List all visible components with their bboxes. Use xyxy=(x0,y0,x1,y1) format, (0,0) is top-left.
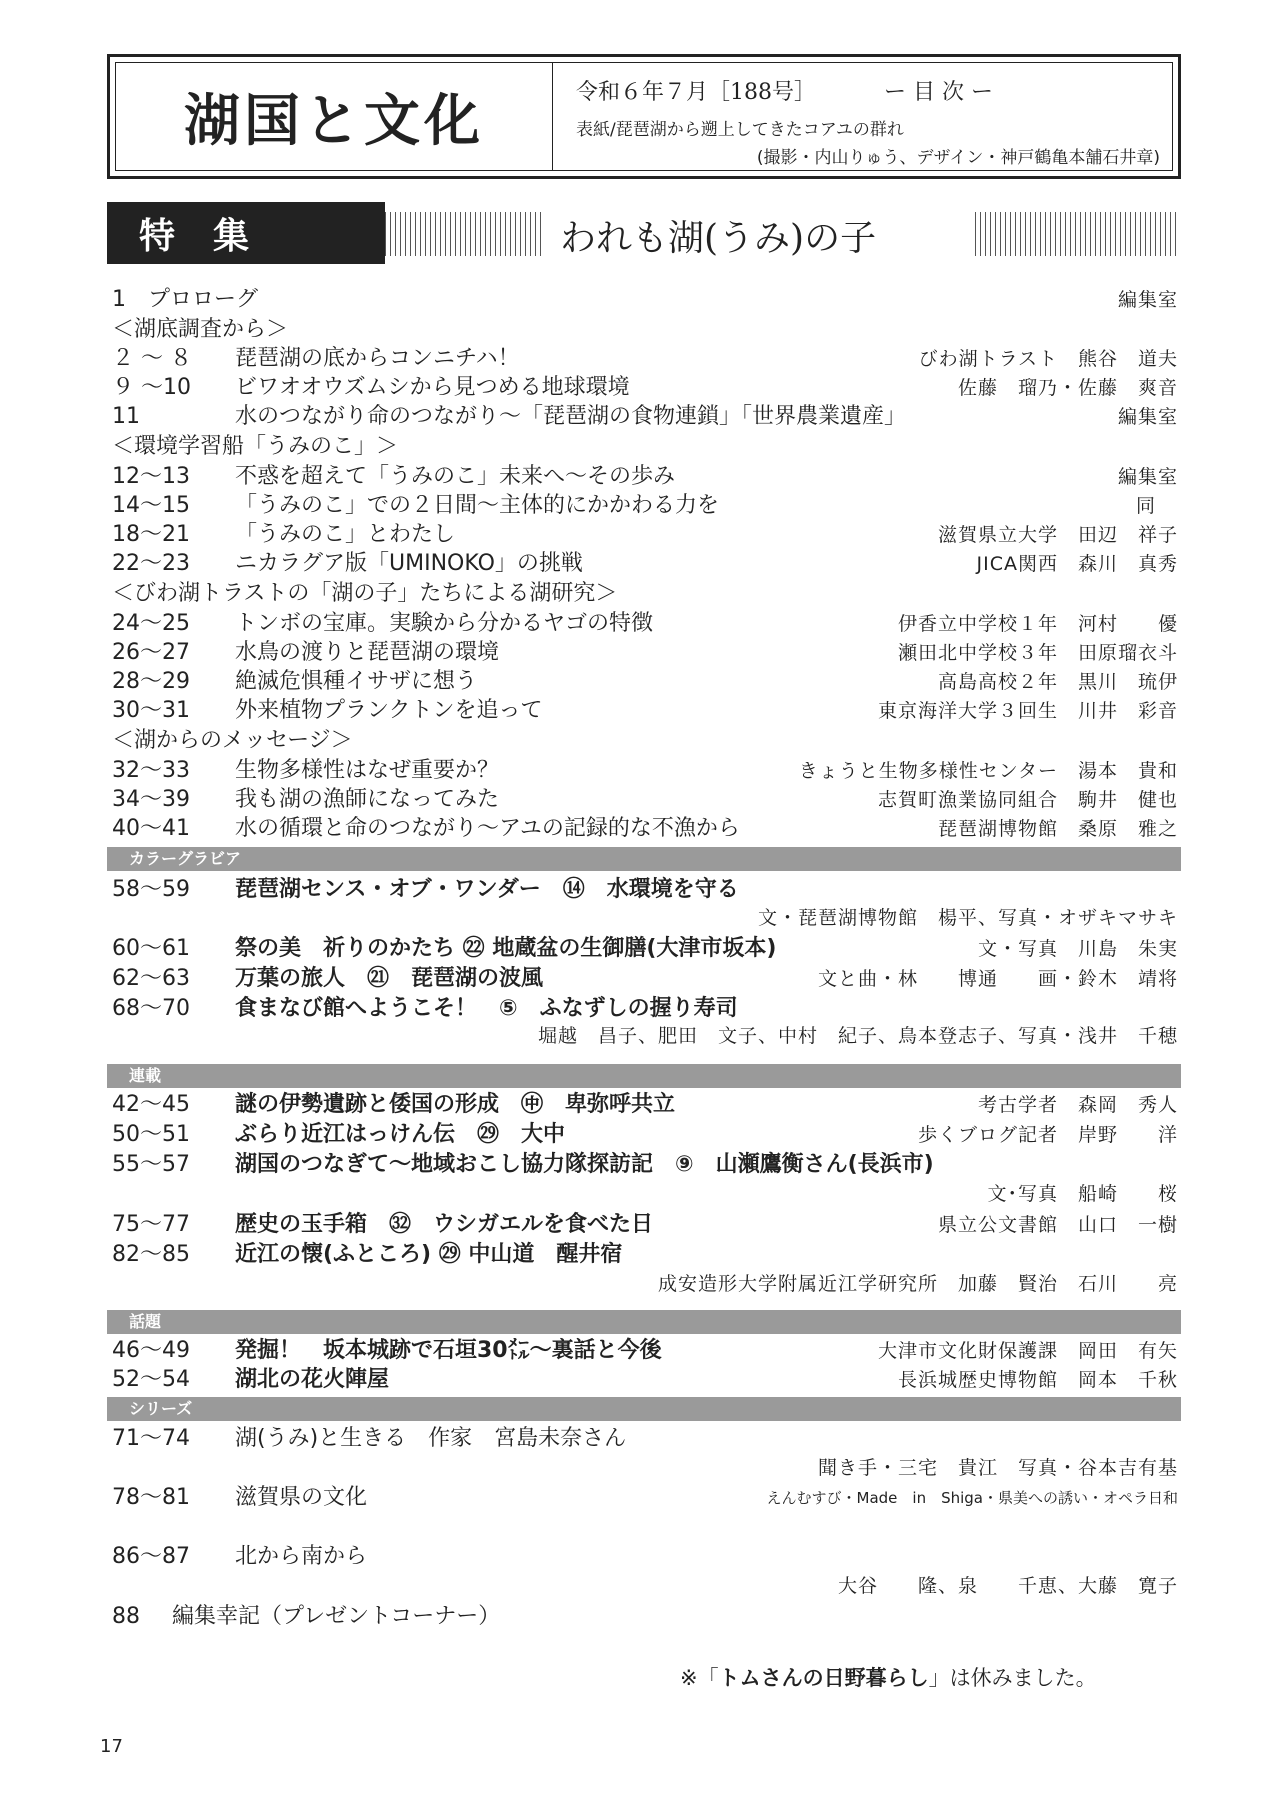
toc-page-range: 58～59 xyxy=(112,877,190,902)
toc-credit-line: 堀越 昌子、肥田 文子、中村 紀子、鳥本登志子、写真・浅井 千穂 xyxy=(537,1025,1178,1047)
section-bar-topics: 話題 xyxy=(107,1310,1181,1334)
toc-row[interactable] xyxy=(112,492,1178,520)
toc-row[interactable] xyxy=(112,668,1178,696)
cover-credit: (撮影・内山りゅう、デザイン・神戸鶴亀本舗石井章) xyxy=(756,148,1160,168)
masthead-divider xyxy=(552,63,553,170)
toc-author: 考古学者 森岡 秀人 xyxy=(977,1094,1178,1116)
subsection-heading: ＜湖からのメッセージ＞ xyxy=(112,728,353,753)
toc-author: えんむすび・Made in Shiga・県美への誘い・オペラ日和 xyxy=(766,1489,1178,1507)
toc-title: 水の循環と命のつながり～アユの記録的な不漁から xyxy=(235,816,740,841)
toc-author: 高島高校２年 黒川 琉伊 xyxy=(937,671,1178,693)
feature-tag: 特集 xyxy=(107,202,385,264)
toc-title: 歴史の玉手箱 ㉜ ウシガエルを食べた日 xyxy=(235,1212,654,1237)
absence-note xyxy=(680,1662,1097,1692)
toc-credit-line: 文・琵琶湖博物館 楊平、写真・オザキマサキ xyxy=(757,907,1178,929)
toc-title: 「うみのこ」とわたし xyxy=(235,522,456,547)
toc-title: 外来植物プランクトンを追って xyxy=(235,698,543,723)
toc-row[interactable] xyxy=(112,1241,1178,1269)
toc-author: きょうと生物多様性センター 湯本 貴和 xyxy=(798,760,1178,782)
toc-page-range: 50～51 xyxy=(112,1122,190,1147)
toc-author: 東京海洋大学３回生 川井 彩音 xyxy=(877,700,1178,722)
section-bar-series: シリーズ xyxy=(107,1397,1181,1421)
toc-row[interactable] xyxy=(112,1543,1178,1571)
toc-page-range: 75～77 xyxy=(112,1212,190,1237)
toc-row[interactable] xyxy=(112,345,1178,373)
toc-title: 生物多様性はなぜ重要か？ xyxy=(235,758,500,783)
toc-page-range: 71～74 xyxy=(112,1426,190,1451)
toc-title: 水のつながり命のつながり～「琵琶湖の食物連鎖」「世界農業遺産」 xyxy=(235,404,907,429)
toc-title: 祭の美 祈りのかたち ㉒ 地蔵盆の生御膳(大津市坂本) xyxy=(235,936,777,961)
toc-prologue: 1 プロローグ xyxy=(112,287,258,312)
feature-title: われも湖(うみ)の子 xyxy=(560,218,877,259)
toc-author: 文と曲・林 博通 画・鈴木 靖将 xyxy=(817,968,1178,990)
toc-title: ビワオオウズムシから見つめる地球環境 xyxy=(235,375,630,400)
toc-row[interactable] xyxy=(112,1603,1178,1631)
toc-page-range: 42～45 xyxy=(112,1092,190,1117)
toc-author: 長浜城歴史博物館 岡本 千秋 xyxy=(897,1369,1178,1391)
toc-row[interactable] xyxy=(112,1151,1178,1179)
masthead-inner xyxy=(115,62,1173,171)
toc-author: 編集室 xyxy=(1117,289,1178,311)
subsection-heading: ＜湖底調査から＞ xyxy=(112,317,289,342)
toc-row[interactable] xyxy=(112,995,1178,1023)
toc-author: 県立公文書館 山口 一樹 xyxy=(937,1214,1178,1236)
toc-page-range: 68～70 xyxy=(112,996,190,1021)
cover-caption: 表紙/琵琶湖から遡上してきたコアユの群れ xyxy=(576,120,904,140)
note-prefix: ※「 xyxy=(680,1666,719,1690)
toc-title: 発掘！ 坂本城跡で石垣30㍍～裏話と今後 xyxy=(235,1338,662,1363)
toc-page-range: 60～61 xyxy=(112,936,190,961)
toc-row[interactable] xyxy=(112,550,1178,578)
toc-label: ー 目 次 ー xyxy=(884,80,993,105)
subsection-heading: ＜環境学習船「うみのこ」＞ xyxy=(112,434,399,459)
toc-title: 滋賀県の文化 xyxy=(235,1485,368,1510)
toc-credit-line: 聞き手・三宅 貴江 写真・谷本吉有基 xyxy=(817,1457,1178,1479)
toc-title: 近江の懐(ふところ) ㉙ 中山道 醒井宿 xyxy=(235,1242,623,1267)
toc-row[interactable] xyxy=(112,463,1178,491)
masthead-box xyxy=(107,54,1181,179)
toc-page-range: 28～29 xyxy=(112,669,190,694)
toc-page-range: 14～15 xyxy=(112,493,190,518)
toc-row[interactable] xyxy=(112,697,1178,725)
toc-row[interactable] xyxy=(112,1211,1178,1239)
toc-author: 編集室 xyxy=(1117,466,1178,488)
toc-title: トンボの宝庫。実験から分かるヤゴの特徴 xyxy=(235,611,654,636)
toc-page-range: 86～87 xyxy=(112,1544,190,1569)
toc-author: 伊香立中学校１年 河村 優 xyxy=(897,613,1178,635)
toc-page-range: 11 xyxy=(112,404,140,429)
subsection-heading: ＜びわ湖トラストの「湖の子」たちによる湖研究＞ xyxy=(112,581,618,606)
toc-page-range: ９ ～10 xyxy=(112,375,191,400)
decorative-stripes-right xyxy=(975,212,1180,256)
toc-author: びわ湖トラスト 熊谷 道夫 xyxy=(918,348,1178,370)
toc-author: 滋賀県立大学 田辺 祥子 xyxy=(937,524,1178,546)
toc-row[interactable] xyxy=(112,786,1178,814)
toc-row[interactable] xyxy=(112,639,1178,667)
toc-author: 大津市文化財保護課 岡田 有矢 xyxy=(877,1340,1178,1362)
toc-credit-line: 大谷 隆、泉 千恵、大藤 寛子 xyxy=(837,1575,1178,1597)
toc-author: 佐藤 瑠乃・佐藤 爽音 xyxy=(957,377,1178,399)
toc-author: 志賀町漁業協同組合 駒井 健也 xyxy=(877,789,1178,811)
toc-author: 瀬田北中学校３年 田原瑠衣斗 xyxy=(897,642,1178,664)
toc-row[interactable] xyxy=(112,521,1178,549)
note-title: トムさんの日野暮らし xyxy=(718,1666,929,1690)
toc-title: ニカラグア版「UMINOKO」の挑戦 xyxy=(235,551,583,576)
toc-author: 歩くブログ記者 岸野 洋 xyxy=(917,1124,1178,1146)
toc-author: 編集室 xyxy=(1117,406,1178,428)
toc-title: ぶらり近江はっけん伝 ㉙ 大中 xyxy=(235,1122,566,1147)
toc-title: 編集幸記（プレゼントコーナー） xyxy=(172,1604,501,1629)
toc-title: 我も湖の漁師になってみた xyxy=(235,787,500,812)
toc-row[interactable] xyxy=(112,757,1178,785)
toc-title: 謎の伊勢遺跡と倭国の形成 ㊥ 卑弥呼共立 xyxy=(235,1092,676,1117)
toc-row[interactable] xyxy=(112,876,1178,904)
toc-row[interactable] xyxy=(112,374,1178,402)
toc-title: 湖国のつなぎて～地域おこし協力隊探訪記 ⑨ 山瀬鷹衡さん(長浜市) xyxy=(235,1152,934,1177)
toc-title: 不惑を超えて「うみのこ」未来へ～その歩み xyxy=(235,464,676,489)
toc-row[interactable] xyxy=(112,1337,1178,1365)
toc-title: 水鳥の渡りと琵琶湖の環境 xyxy=(235,640,500,665)
toc-page-range: 34～39 xyxy=(112,787,190,812)
toc-title: 湖(うみ)と生きる 作家 宮島未奈さん xyxy=(235,1426,627,1451)
note-suffix: 」は休みました。 xyxy=(928,1666,1097,1690)
toc-page-range: 55～57 xyxy=(112,1152,190,1177)
toc-row[interactable] xyxy=(112,815,1178,843)
toc-row[interactable] xyxy=(112,1484,1178,1512)
toc-page-range: 46～49 xyxy=(112,1338,190,1363)
section-bar-serial: 連載 xyxy=(107,1064,1181,1088)
toc-row[interactable] xyxy=(112,965,1178,993)
toc-page-range: 18～21 xyxy=(112,522,190,547)
toc-row[interactable] xyxy=(112,935,1178,963)
toc-title: 「うみのこ」での２日間～主体的にかかわる力を xyxy=(235,493,720,518)
toc-row[interactable] xyxy=(112,1425,1178,1453)
toc-page-range: ２ ～ ８ xyxy=(112,346,192,371)
toc-row[interactable] xyxy=(112,1366,1178,1394)
toc-row[interactable] xyxy=(112,1091,1178,1119)
toc-title: 食まなび館へようこそ！ ⑤ ふなずしの握り寿司 xyxy=(235,996,738,1021)
toc-page-range: 62～63 xyxy=(112,966,190,991)
toc-title: 琵琶湖センス・オブ・ワンダー ⑭ 水環境を守る xyxy=(235,877,739,902)
toc-page-range: 52～54 xyxy=(112,1367,190,1392)
toc-title: 万葉の旅人 ㉑ 琵琶湖の波風 xyxy=(235,966,544,991)
toc-title: 琵琶湖の底からコンニチハ！ xyxy=(235,346,520,371)
toc-row[interactable] xyxy=(112,403,1178,431)
toc-credit-line: 文･写真 船崎 桜 xyxy=(987,1183,1178,1205)
toc-page-range: 32～33 xyxy=(112,758,190,783)
decorative-stripes-left xyxy=(385,212,545,256)
toc-page-range: 78～81 xyxy=(112,1485,190,1510)
toc-page-range: 88 xyxy=(112,1604,140,1629)
toc-page-range: 82～85 xyxy=(112,1242,190,1267)
toc-title: 北から南から xyxy=(235,1544,368,1569)
toc-row[interactable] xyxy=(112,286,1178,314)
toc-author: 文・写真 川島 朱実 xyxy=(977,938,1178,960)
toc-page-range: 22～23 xyxy=(112,551,190,576)
toc-page-range: 12～13 xyxy=(112,464,190,489)
toc-title: 絶滅危惧種イサザに想う xyxy=(235,669,478,694)
toc-page-range: 30～31 xyxy=(112,698,190,723)
toc-title: 湖北の花火陣屋 xyxy=(235,1367,390,1392)
toc-author: 琵琶湖博物館 桑原 雅之 xyxy=(937,818,1178,840)
toc-row[interactable] xyxy=(112,610,1178,638)
toc-author: JICA関西 森川 真秀 xyxy=(976,553,1178,575)
toc-credit-line: 成安造形大学附属近江学研究所 加藤 賢治 石川 亮 xyxy=(657,1273,1178,1295)
toc-row[interactable] xyxy=(112,1121,1178,1149)
magazine-title: 湖国と文化 xyxy=(184,87,484,154)
toc-author: 同 xyxy=(1135,495,1156,517)
section-bar-gravure: カラーグラビア xyxy=(107,847,1181,871)
page-number: 17 xyxy=(100,1736,123,1757)
toc-page-range: 40～41 xyxy=(112,816,190,841)
toc-page-range: 26～27 xyxy=(112,640,190,665)
issue-label: 令和６年７月［188号］ xyxy=(576,80,816,105)
toc-page-range: 24～25 xyxy=(112,611,190,636)
